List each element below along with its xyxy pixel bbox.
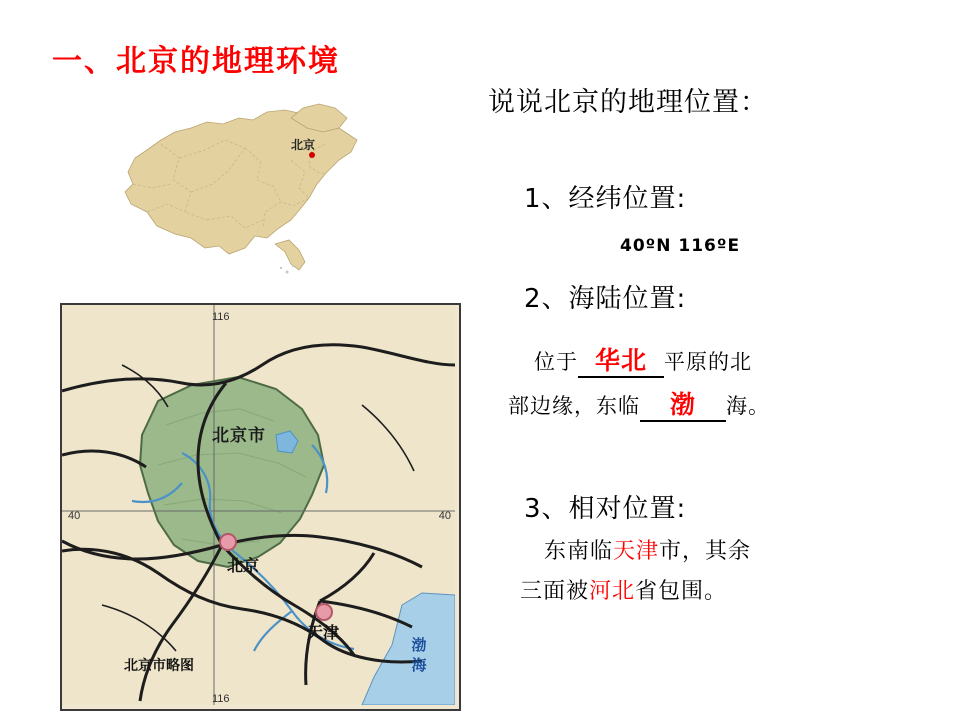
relative-position-paragraph: [520, 532, 940, 612]
map-tick-top: 116: [212, 311, 230, 323]
relative-part-3: 三面被: [520, 579, 590, 604]
map-tick-bottom: 116: [212, 693, 230, 705]
item-3-label: 3、相对位置:: [524, 494, 687, 524]
relative-part-4: 省包围。: [635, 579, 728, 604]
page-title: 一、北京的地理环境: [52, 44, 340, 79]
beijing-city-dot: [219, 533, 237, 551]
relative-part-1: 东南临: [544, 539, 614, 564]
sentence-part-4: 海。: [726, 394, 770, 418]
relative-part-2: 市，其余: [659, 539, 752, 564]
highlight-tianjin: 天津: [613, 539, 660, 564]
beijing-location-dot: [309, 152, 315, 158]
map-label-beijing-municipality: 北京市: [212, 426, 266, 446]
map-label-tianjin: 天津: [307, 623, 340, 642]
coordinates-text: 40ºN 116ºE: [620, 236, 741, 256]
item-1-label: 1、经纬位置:: [524, 184, 687, 214]
highlight-hebei: 河北: [589, 579, 636, 604]
map-tick-left: 40: [68, 510, 81, 522]
tianjin-city-dot: [315, 603, 333, 621]
sentence-part-2: 平原的北: [664, 350, 752, 374]
map-tick-right: 40: [438, 510, 451, 522]
beijing-map-label: 北京: [291, 138, 316, 152]
sentence-part-1: 位于: [534, 350, 578, 374]
china-outline-map: [95, 88, 395, 278]
item-2-label: 2、海陆位置:: [524, 284, 687, 314]
map-label-bohai: 渤海: [411, 636, 427, 674]
map-label-beijing: 北京: [227, 556, 260, 575]
beijing-sketch-map: [60, 303, 461, 711]
sea-land-position-sentence: [508, 340, 938, 428]
answer-blank-huabei: 华北: [578, 346, 664, 378]
sentence-part-3: 部边缘，东临: [508, 394, 640, 418]
question-heading: 说说北京的地理位置：: [488, 87, 768, 118]
map-caption: 北京市略图: [124, 658, 194, 674]
answer-blank-bo: 渤: [640, 390, 726, 422]
